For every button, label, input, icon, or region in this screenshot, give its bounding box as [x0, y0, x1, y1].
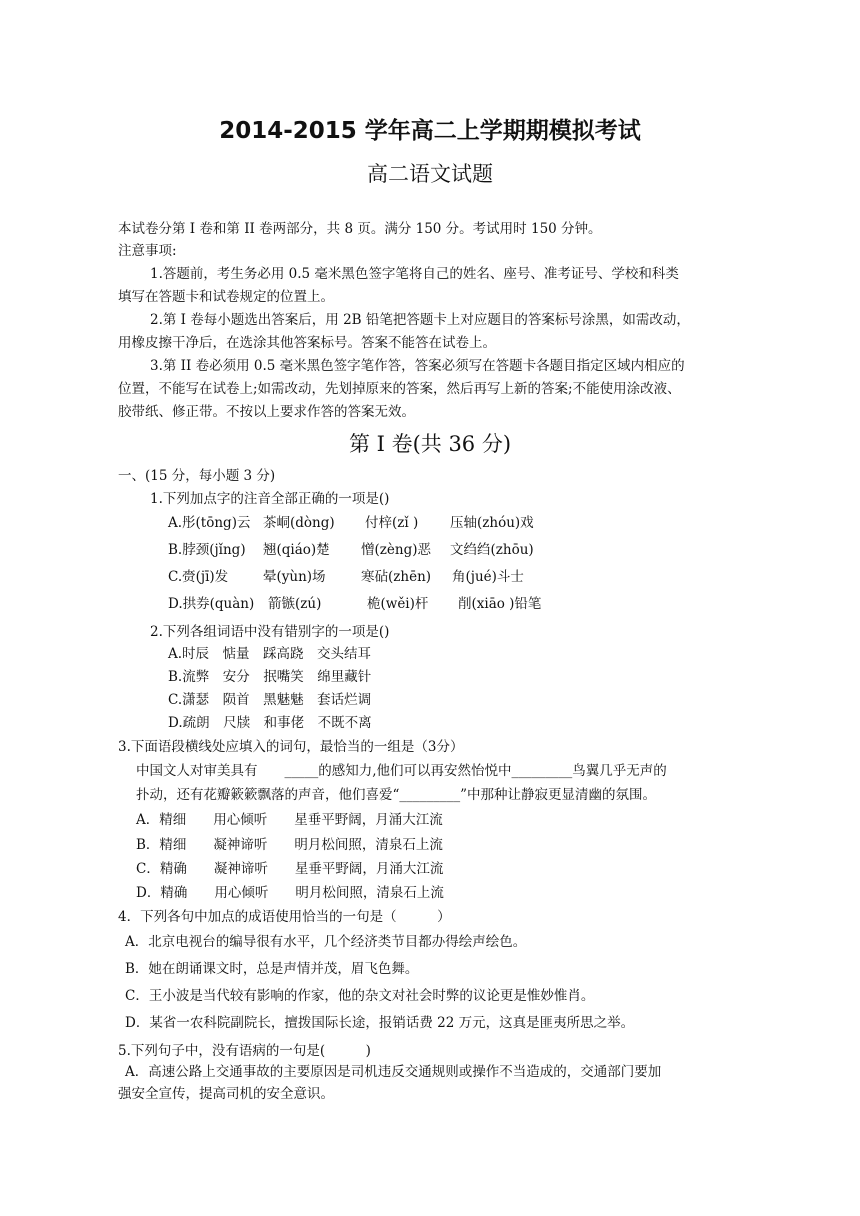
q3-option-b: B．精细 凝神谛听 明月松间照，清泉石上流 [136, 837, 443, 853]
q3-stem: 3.下面语段横线处应填入的词句，最恰当的一组是（3分） [118, 739, 464, 755]
q5-option-a-line2: 强安全宣传，提高司机的安全意识。 [118, 1086, 334, 1102]
q1-option-b-2: 翘(qiáo)楚 [263, 542, 330, 558]
intro-line: 本试卷分第 I 卷和第 II 卷两部分，共 8 页。满分 150 分。考试用时 150 分钟。 [118, 221, 602, 237]
q1-option-c-1: C.赍(jī)发 [168, 569, 229, 585]
notice-1a: 1.答题前，考生务必用 0.5 毫米黑色签字笔将自己的姓名、座号、准考证号、学校和科类 [150, 266, 679, 282]
exam-subtitle: 高二语文试题 [367, 162, 493, 186]
q4-stem: 4．下列各句中加点的成语使用恰当的一句是（ ） [118, 909, 451, 925]
q1-option-c-3: 寒砧(zhēn) [361, 569, 432, 585]
q1-option-b-4: 文绉绉(zhōu) [450, 542, 534, 558]
part-heading: 一、(15 分，每小题 3 分) [118, 468, 276, 484]
q1-option-b-1: B.脖颈(jǐng) [168, 542, 246, 558]
notice-3b: 位置，不能写在试卷上;如需改动，先划掉原来的答案，然后再写上新的答案;不能使用涂改液、 [118, 381, 681, 397]
q3-option-c: C．精确 凝神谛听 星垂平野阔，月涌大江流 [136, 861, 444, 877]
notice-2a: 2.第 I 卷每小题选出答案后，用 2B 铅笔把答题卡上对应题目的答案标号涂黑，如需改动， [150, 312, 690, 328]
notice-3c: 胶带纸、修正带。不按以上要求作答的答案无效。 [118, 404, 415, 420]
q1-option-d-2: 箭镞(zú) [268, 596, 322, 612]
notice-label: 注意事项: [118, 243, 177, 259]
notice-2b: 用橡皮擦干净后，在选涂其他答案标号。答案不能答在试卷上。 [118, 335, 496, 351]
q1-option-a-3: 付梓(zǐ ) [365, 515, 419, 531]
q2-option-b: B.流弊 安分 抿嘴笑 绵里藏针 [168, 669, 372, 685]
q1-option-d-1: D.拱券(quàn) [168, 596, 255, 612]
q3-option-a: A．精细 用心倾听 星垂平野阔，月涌大江流 [136, 812, 443, 828]
q4-option-b: B．她在朗诵课文时，总是声情并茂，眉飞色舞。 [125, 961, 419, 977]
q2-stem: 2.下列各组词语中没有错别字的一项是() [150, 624, 390, 640]
q1-option-c-4: 角(jué)斗士 [452, 569, 524, 585]
q4-option-a: A．北京电视台的编导很有水平，几个经济类节目都办得绘声绘色。 [125, 934, 527, 950]
q3-passage-1: 中国文人对审美具有 _____的感知力,他们可以再安然怡悦中_________鸟翼几乎无声的 [136, 763, 667, 779]
exam-title: 2014-2015 学年高二上学期期模拟考试 [219, 118, 641, 144]
q1-option-b-3: 憎(zèng)恶 [361, 542, 431, 558]
q5-stem: 5.下列句子中，没有语病的一句是( ) [118, 1043, 371, 1059]
notice-3a: 3.第 II 卷必须用 0.5 毫米黑色签字笔作答，答案必须写在答题卡各题目指定区域内相应的 [150, 358, 685, 374]
q4-option-d: D．某省一农科院副院长，擅拨国际长途，报销话费 22 万元，这真是匪夷所思之举。 [125, 1015, 635, 1031]
q3-option-d: D．精确 用心倾听 明月松间照，清泉石上流 [136, 885, 444, 901]
q1-stem: 1.下列加点字的注音全部正确的一项是() [150, 491, 390, 507]
notice-1b: 填写在答题卡和试卷规定的位置上。 [118, 289, 334, 305]
q1-option-a-2: 茶峒(dòng) [263, 515, 335, 531]
q1-option-d-3: 桅(wěi)杆 [367, 596, 429, 612]
q2-option-c: C.潇瑟 陨首 黑魅魅 套话烂调 [168, 692, 372, 708]
q1-option-a-4: 压轴(zhóu)戏 [450, 515, 534, 531]
q1-option-a-1: A.彤(tōng)云 [168, 515, 251, 531]
q2-option-a: A.时辰 惦量 踩高跷 交头结耳 [168, 646, 372, 662]
q3-passage-2: 扑动，还有花瓣簌簌飘落的声音，他们喜爱“_________”中那种让静寂更显清幽的氛围。 [136, 787, 657, 803]
q1-option-c-2: 晕(yùn)场 [263, 569, 326, 585]
section-title: 第 I 卷(共 36 分) [348, 432, 512, 456]
q2-option-d: D.疏朗 尺牍 和事佬 不既不离 [168, 715, 372, 731]
q4-option-c: C．王小波是当代较有影响的作家，他的杂文对社会时弊的议论更是惟妙惟肖。 [125, 988, 595, 1004]
q5-option-a-line1: A．高速公路上交通事故的主要原因是司机违反交通规则或操作不当造成的，交通部门要加 [125, 1064, 662, 1080]
q1-option-d-4: 削(xiāo )铅笔 [458, 596, 542, 612]
